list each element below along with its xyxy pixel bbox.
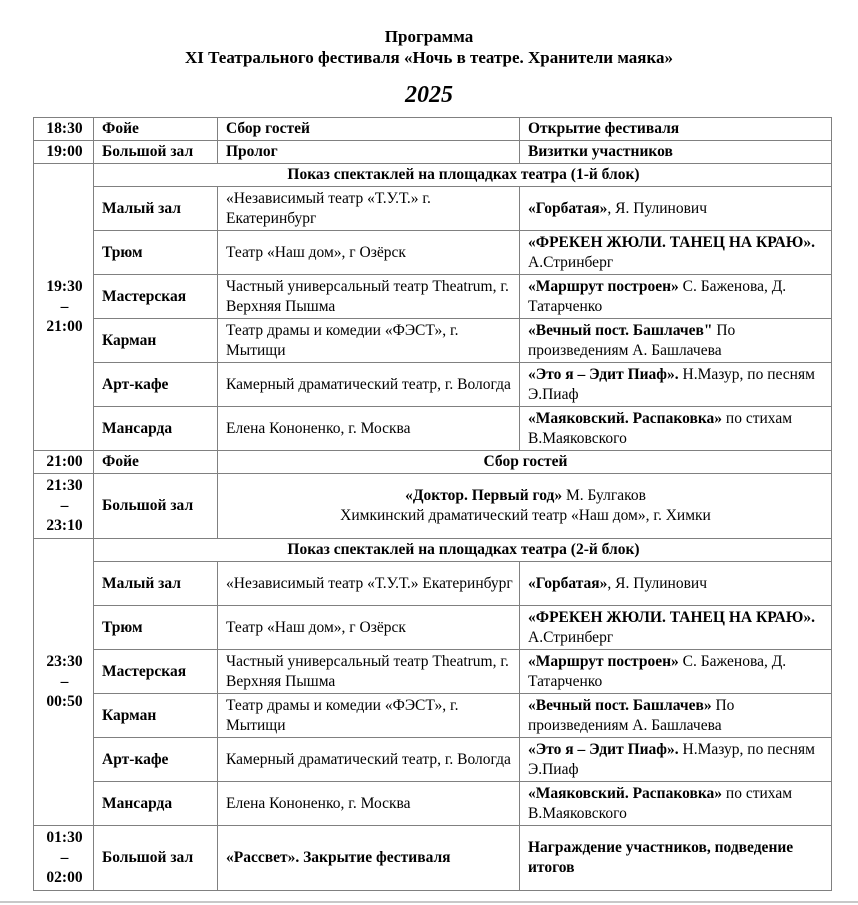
time-start: 23:30 <box>46 653 83 670</box>
show-cell <box>520 407 832 451</box>
show-author: Н.Мазур, по песням Э.Пиаф <box>528 740 815 778</box>
venue-cell: Мастерская <box>94 275 218 319</box>
show-author: М. Булгаков <box>562 487 646 504</box>
event-cell: «Рассвет». Закрытие фестиваля <box>218 826 520 891</box>
time-range-cell <box>34 826 94 891</box>
show-author: С. Баженова, Д. Татарченко <box>528 277 787 315</box>
venue-cell: Фойе <box>94 451 218 474</box>
time-end: 02:00 <box>46 869 83 886</box>
theatre-cell: Частный универсальный театр Theatrum, г. Верхняя Пышма <box>218 650 520 694</box>
show-cell <box>520 187 832 231</box>
show-title: «Маяковский. Распаковка» <box>528 784 723 802</box>
venue-cell: Карман <box>94 694 218 738</box>
time-range-cell <box>34 474 94 539</box>
show-title: «Вечный пост. Башлачев» <box>528 696 712 714</box>
theatre-cell: «Независимый театр «Т.У.Т.» Екатеринбург <box>218 562 520 606</box>
time-end: 23:10 <box>46 517 83 534</box>
program-heading: Программа <box>384 27 474 46</box>
show-cell <box>520 782 832 826</box>
time-cell: 19:00 <box>34 141 94 164</box>
table-row <box>34 782 832 826</box>
show-title: «ФРЕКЕН ЖЮЛИ. ТАНЕЦ НА КРАЮ». <box>528 608 815 626</box>
time-dash: – <box>60 298 69 315</box>
show-author: , Я. Пулинович <box>607 199 708 217</box>
show-title: «Маршрут построен» <box>528 277 679 295</box>
show-title: «Маяковский. Распаковка» <box>528 409 723 427</box>
venue-cell: Трюм <box>94 606 218 650</box>
table-row <box>34 451 832 474</box>
page-bottom-divider <box>0 901 858 903</box>
show-author: С. Баженова, Д. Татарченко <box>528 652 787 690</box>
show-title: «Горбатая» <box>528 574 608 592</box>
time-start: 01:30 <box>46 829 83 846</box>
table-row <box>34 606 832 650</box>
table-row <box>34 164 832 187</box>
venue-cell: Малый зал <box>94 562 218 606</box>
time-range-cell <box>34 164 94 451</box>
show-author: , Я. Пулинович <box>607 574 708 592</box>
table-row <box>34 231 832 275</box>
show-author: По произведениям А. Башлачева <box>528 321 736 359</box>
time-end: 00:50 <box>46 693 83 710</box>
show-title: «ФРЕКЕН ЖЮЛИ. ТАНЕЦ НА КРАЮ». <box>528 233 815 251</box>
show-cell <box>218 474 832 539</box>
table-row <box>34 474 832 539</box>
time-dash: – <box>60 673 69 690</box>
show-cell <box>520 650 832 694</box>
table-row <box>34 694 832 738</box>
theatre-cell: Театр драмы и комедии «ФЭСТ», г. Мытищи <box>218 319 520 363</box>
time-dash: – <box>60 849 69 866</box>
show-author: А.Стринберг <box>528 253 614 271</box>
venue-cell: Мастерская <box>94 650 218 694</box>
table-row <box>34 141 832 164</box>
theatre-cell: Театр «Наш дом», г Озёрск <box>218 606 520 650</box>
time-end: 21:00 <box>46 318 83 335</box>
event-cell: Пролог <box>218 141 520 164</box>
festival-year: 2025 <box>405 82 453 108</box>
venue-cell: Большой зал <box>94 141 218 164</box>
show-title: «Горбатая» <box>528 199 608 217</box>
table-row <box>34 562 832 606</box>
time-dash: – <box>60 497 69 514</box>
venue-cell: Арт-кафе <box>94 738 218 782</box>
venue-cell: Арт-кафе <box>94 363 218 407</box>
table-row <box>34 275 832 319</box>
show-title: «Это я – Эдит Пиаф». <box>528 740 679 758</box>
note-cell: Открытие фестиваля <box>520 118 832 141</box>
show-author: по стихам В.Маяковского <box>528 409 793 447</box>
venue-cell: Мансарда <box>94 782 218 826</box>
show-title: «Вечный пост. Башлачев" <box>528 321 713 339</box>
venue-cell: Малый зал <box>94 187 218 231</box>
time-range-cell <box>34 539 94 826</box>
show-cell <box>520 562 832 606</box>
show-author: Н.Мазур, по песням Э.Пиаф <box>528 365 815 403</box>
venue-cell: Мансарда <box>94 407 218 451</box>
show-title: «Маршрут построен» <box>528 652 679 670</box>
theatre-cell: Камерный драматический театр, г. Вологда <box>218 738 520 782</box>
show-cell <box>520 231 832 275</box>
time-cell: 21:00 <box>34 451 94 474</box>
show-cell <box>520 275 832 319</box>
venue-cell: Трюм <box>94 231 218 275</box>
show-cell <box>520 319 832 363</box>
table-row <box>34 363 832 407</box>
time-start: 21:30 <box>46 477 83 494</box>
venue-cell: Большой зал <box>94 474 218 539</box>
show-cell <box>520 738 832 782</box>
theatre-cell: Камерный драматический театр, г. Вологда <box>218 363 520 407</box>
theatre-cell: Елена Кононенко, г. Москва <box>218 782 520 826</box>
show-cell <box>520 363 832 407</box>
table-row <box>34 187 832 231</box>
event-cell: Сбор гостей <box>218 451 832 474</box>
table-row <box>34 118 832 141</box>
table-row <box>34 539 832 562</box>
venue-cell: Фойе <box>94 118 218 141</box>
block-heading: Показ спектаклей на площадках театра (2-й блок) <box>94 539 832 562</box>
venue-cell: Карман <box>94 319 218 363</box>
show-title: «Доктор. Первый год» <box>405 487 563 504</box>
show-cell <box>520 606 832 650</box>
program-table <box>33 117 832 891</box>
theatre-cell: Театр «Наш дом», г Озёрск <box>218 231 520 275</box>
show-author: По произведениям А. Башлачева <box>528 696 735 734</box>
table-row <box>34 407 832 451</box>
table-row <box>34 738 832 782</box>
theatre-cell: «Независимый театр «Т.У.Т.» г. Екатеринбург <box>218 187 520 231</box>
theatre-cell: Театр драмы и комедии «ФЭСТ», г. Мытищи <box>218 694 520 738</box>
theatre-cell: Частный универсальный театр Theatrum, г. Верхняя Пышма <box>218 275 520 319</box>
event-cell: Сбор гостей <box>218 118 520 141</box>
time-start: 19:30 <box>46 278 83 295</box>
theatre-cell: Елена Кононенко, г. Москва <box>218 407 520 451</box>
venue-cell: Большой зал <box>94 826 218 891</box>
table-row <box>34 650 832 694</box>
time-cell: 18:30 <box>34 118 94 141</box>
table-row <box>34 319 832 363</box>
show-cell <box>520 694 832 738</box>
show-author: А.Стринберг <box>528 628 614 646</box>
note-cell: Награждение участников, подведение итогов <box>520 826 832 891</box>
block-heading: Показ спектаклей на площадках театра (1-й блок) <box>94 164 832 187</box>
show-title: «Это я – Эдит Пиаф». <box>528 365 679 383</box>
note-cell: Визитки участников <box>520 141 832 164</box>
show-theatre: Химкинский драматический театр «Наш дом», г. Химки <box>340 507 711 524</box>
festival-title: XI Театрального фестиваля «Ночь в театре. Хранители маяка» <box>184 48 674 67</box>
table-row <box>34 826 832 891</box>
show-author: по стихам В.Маяковского <box>528 784 793 822</box>
